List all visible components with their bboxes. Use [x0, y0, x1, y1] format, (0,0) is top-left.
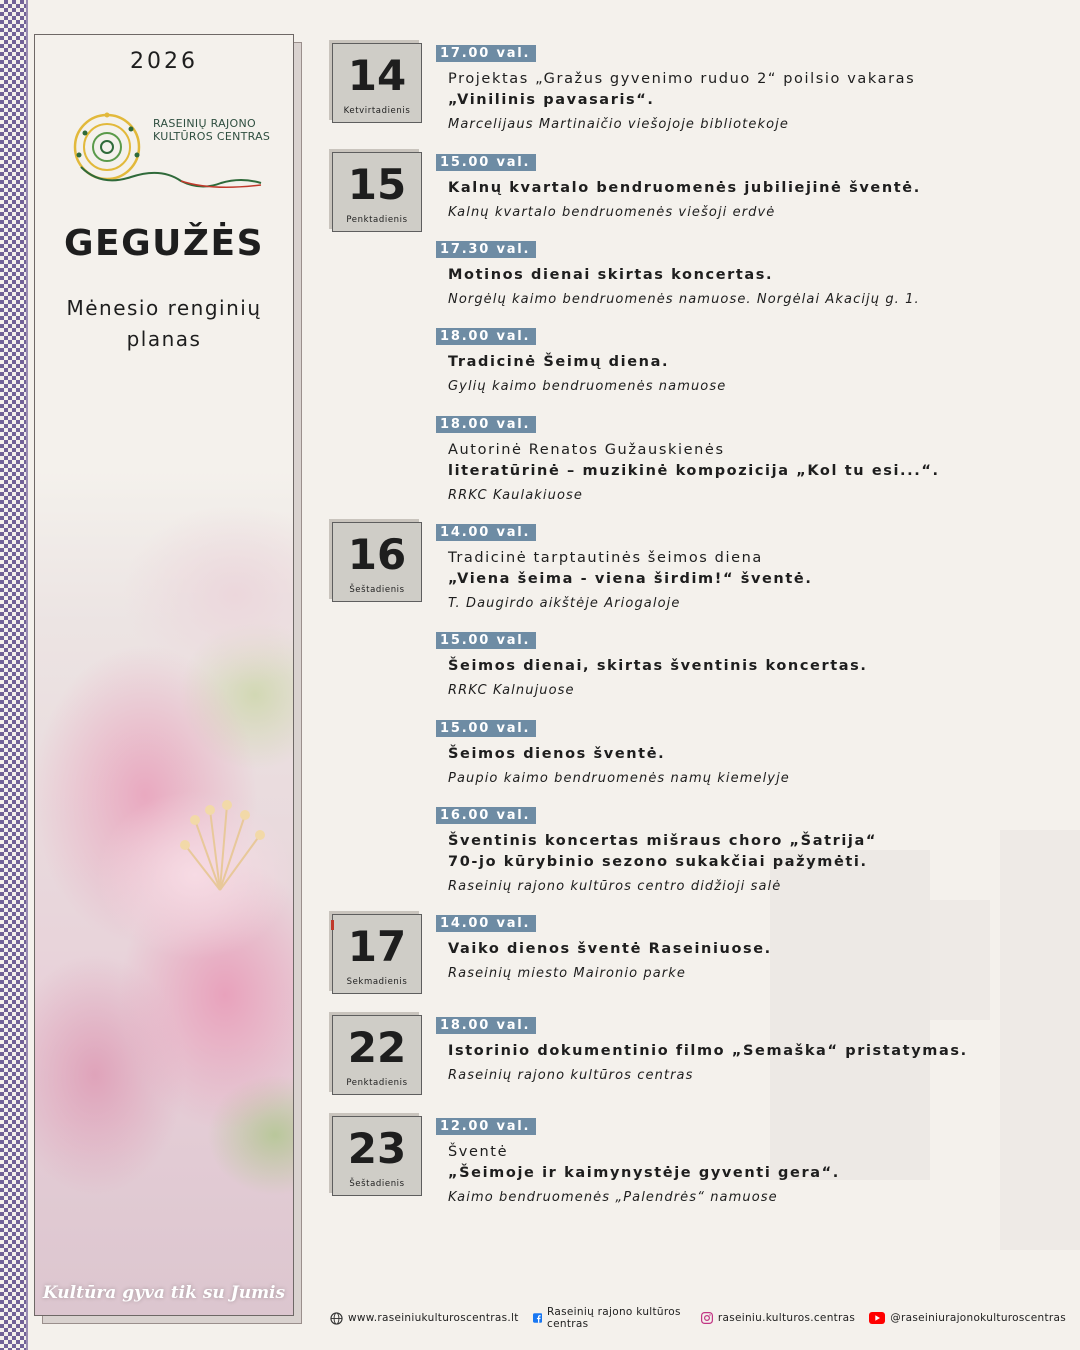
event-item — [436, 804, 1056, 897]
weekday: Ketvirtadienis — [343, 106, 411, 116]
date-box-17 — [332, 914, 422, 994]
event-title-bold: „Šeimoje ir kaimynystėje gyventi gera“. — [448, 1165, 840, 1181]
event-title-bold: Tradicinė Šeimų diena. — [448, 354, 670, 370]
weekday: Penktadienis — [346, 1078, 408, 1088]
event-time: 14.00 val. — [436, 915, 536, 932]
event-title-bold: 70-jo kūrybinio sezono sukakčiai pažymėti. — [448, 854, 868, 870]
event-time: 14.00 val. — [436, 524, 536, 541]
event-time: 15.00 val. — [436, 720, 536, 737]
left-panel — [34, 34, 294, 1316]
event-place: RRKC Kaulakiuose — [448, 488, 583, 503]
event-time: 16.00 val. — [436, 807, 536, 824]
event-title-bold: literatūrinė – muzikinė kompozicija „Kol tu esi...“. — [448, 463, 940, 479]
event-time: 17.30 val. — [436, 241, 536, 258]
event-title-bold: „Vinilinis pavasaris“. — [448, 92, 655, 108]
event-time: 18.00 val. — [436, 328, 536, 345]
border-line — [26, 0, 28, 1350]
subtitle-line-2: planas — [126, 327, 202, 351]
event-title: Šventė — [448, 1144, 509, 1160]
weekday: Šeštadienis — [349, 585, 405, 595]
event-item — [436, 413, 1056, 506]
event-title-bold: Šeimos dienai, skirtas šventinis koncertas. — [448, 658, 868, 674]
facebook-link[interactable]: Raseinių rajono kultūros centras — [547, 1306, 681, 1330]
instagram-icon — [701, 1312, 713, 1324]
event-item — [436, 238, 1056, 310]
date-box-16 — [332, 522, 422, 602]
event-place: Raseinių miesto Maironio parke — [448, 966, 686, 981]
event-place: Kaimo bendruomenės „Palendrės“ namuose — [448, 1190, 778, 1205]
globe-icon — [330, 1312, 343, 1325]
event-item — [436, 1115, 1056, 1208]
event-time: 12.00 val. — [436, 1118, 536, 1135]
event-time: 17.00 val. — [436, 45, 536, 62]
footer-website[interactable] — [330, 1312, 519, 1325]
day-number: 17 — [347, 922, 407, 971]
weekday: Šeštadienis — [349, 1179, 405, 1189]
event-title-bold: Motinos dienai skirtas koncertas. — [448, 267, 774, 283]
youtube-icon — [869, 1312, 885, 1324]
footer-instagram[interactable] — [701, 1312, 855, 1324]
ornamental-border — [0, 0, 26, 1350]
date-box-15 — [332, 152, 422, 232]
event-title-bold: Kalnų kvartalo bendruomenės jubiliejinė šventė. — [448, 180, 921, 196]
footer — [330, 1306, 1080, 1330]
year: 2026 — [130, 49, 198, 74]
day-number: 16 — [347, 530, 407, 579]
event-item — [436, 325, 1056, 397]
day-number: 14 — [347, 51, 407, 100]
youtube-link[interactable]: @raseiniurajonokulturoscentras — [890, 1312, 1066, 1324]
logo-line-2: KULTŪROS CENTRAS — [153, 130, 271, 143]
logo-line-1: RASEINIŲ RAJONO — [153, 117, 256, 130]
footer-facebook[interactable] — [533, 1306, 687, 1330]
event-time: 18.00 val. — [436, 416, 536, 433]
weekday: Penktadienis — [346, 215, 408, 225]
event-item — [436, 1014, 1056, 1086]
footer-youtube[interactable] — [869, 1312, 1066, 1324]
event-item — [436, 521, 1056, 614]
subtitle — [35, 293, 293, 355]
flower-stamens-icon — [165, 795, 275, 905]
event-item — [436, 717, 1056, 789]
event-time: 15.00 val. — [436, 154, 536, 171]
event-place: Kalnų kvartalo bendruomenės viešoji erdvė — [448, 205, 776, 220]
event-place: Norgėlų kaimo bendruomenės namuose. Norgėlai Akacijų g. 1. — [448, 292, 920, 307]
event-item — [436, 629, 1056, 701]
event-item — [436, 42, 1056, 135]
event-title-bold: „Viena šeima - viena širdim!“ šventė. — [448, 571, 813, 587]
website-link[interactable]: www.raseiniukulturoscentras.lt — [348, 1312, 519, 1324]
event-title: Autorinė Renatos Gužauskienės — [448, 442, 725, 458]
event-title-bold: Šventinis koncertas mišraus choro „Šatrija“ — [448, 833, 878, 849]
event-place: RRKC Kalnujuose — [448, 683, 575, 698]
event-title-bold: Vaiko dienos šventė Raseiniuose. — [448, 941, 772, 957]
weekday: Sekmadienis — [346, 977, 408, 987]
event-place: Marcelijaus Martinaičio viešojoje bibliotekoje — [448, 117, 789, 132]
event-place: Gylių kaimo bendruomenės namuose — [448, 379, 727, 394]
event-time: 18.00 val. — [436, 1017, 536, 1034]
event-place: Raseinių rajono kultūros centro didžioji salė — [448, 879, 782, 894]
instagram-link[interactable]: raseiniu.kulturos.centras — [717, 1312, 856, 1324]
day-number: 15 — [347, 160, 407, 209]
slogan: Kultūra gyva tik su Jumis — [42, 1283, 286, 1303]
date-box-22 — [332, 1015, 422, 1095]
event-time: 15.00 val. — [436, 632, 536, 649]
event-title-bold: Šeimos dienos šventė. — [448, 746, 666, 762]
event-title: Projektas „Gražus gyvenimo ruduo 2“ poilsio vakaras — [448, 71, 916, 87]
subtitle-line-1: Mėnesio renginių — [66, 296, 262, 320]
logo-text — [153, 117, 270, 143]
event-title: Tradicinė tarptautinės šeimos diena — [448, 550, 763, 566]
event-item — [436, 151, 1056, 223]
accent-mark — [331, 920, 334, 930]
date-box-23 — [332, 1116, 422, 1196]
month-title: GEGUŽĖS — [63, 223, 265, 264]
event-place: T. Daugirdo aikštėje Ariogaloje — [448, 596, 681, 611]
event-item — [436, 912, 1056, 984]
event-title-bold: Istorinio dokumentinio filmo „Semaška“ pristatymas. — [448, 1043, 968, 1059]
event-place: Paupio kaimo bendruomenės namų kiemelyje — [448, 771, 790, 786]
day-number: 23 — [347, 1124, 407, 1173]
facebook-icon — [533, 1312, 542, 1324]
event-place: Raseinių rajono kultūros centras — [448, 1068, 694, 1083]
day-number: 22 — [347, 1023, 407, 1072]
date-box-14 — [332, 43, 422, 123]
